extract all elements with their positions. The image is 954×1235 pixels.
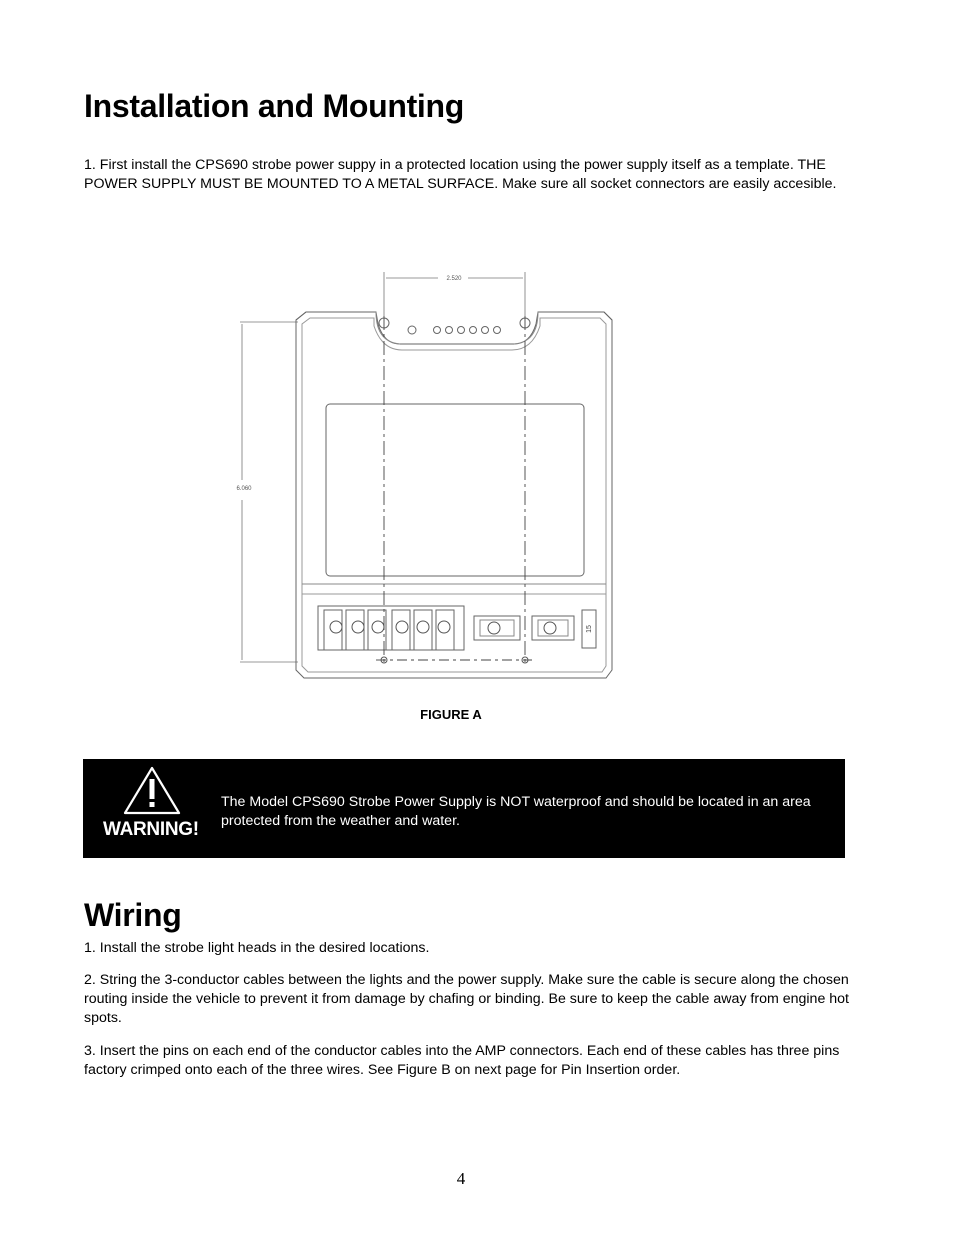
wiring-step: 2. String the 3-conductor cables between the lights and the power supply. Make sure the cable is secure along the chosen routing inside the vehicle to prevent it from damage by chafing or binding. Be sure to keep the cable away from engine hot spots. bbox=[84, 972, 850, 1026]
warning-label: WARNING! bbox=[103, 819, 199, 840]
figure-a-diagram bbox=[226, 268, 626, 684]
section-title-wiring: Wiring bbox=[84, 897, 182, 933]
wiring-step: 3. Insert the pins on each end of the conductor cables into the AMP connectors. Each end of these cables has three pins factory crimped onto each of the three wires. See Figure B on next page for Pin Insertion order. bbox=[84, 1043, 840, 1078]
power-supply-drawing bbox=[226, 268, 626, 684]
page-number: 4 bbox=[456, 1169, 466, 1188]
warning-triangle-icon bbox=[123, 765, 181, 815]
warning-box bbox=[83, 759, 845, 858]
section-title-installation: Installation and Mounting bbox=[84, 88, 465, 124]
figure-a-caption: FIGURE A bbox=[420, 707, 482, 722]
installation-paragraph: 1. First install the CPS690 strobe power suppy in a protected location using the power supply itself as a template. THE POWER SUPPLY MUST BE MOUNTED TO A METAL SURFACE. Make sure all socket connectors are easily accesible. bbox=[84, 157, 837, 192]
fuse-rating-label: 15 bbox=[586, 625, 593, 633]
wiring-step: 1. Install the strobe light heads in the desired locations. bbox=[84, 940, 430, 956]
height-dimension-label: 6.060 bbox=[236, 486, 252, 492]
warning-text: The Model CPS690 Strobe Power Supply is NOT waterproof and should be located in an area protected from the weather and water. bbox=[221, 794, 811, 829]
width-dimension-label: 2.520 bbox=[446, 276, 462, 282]
